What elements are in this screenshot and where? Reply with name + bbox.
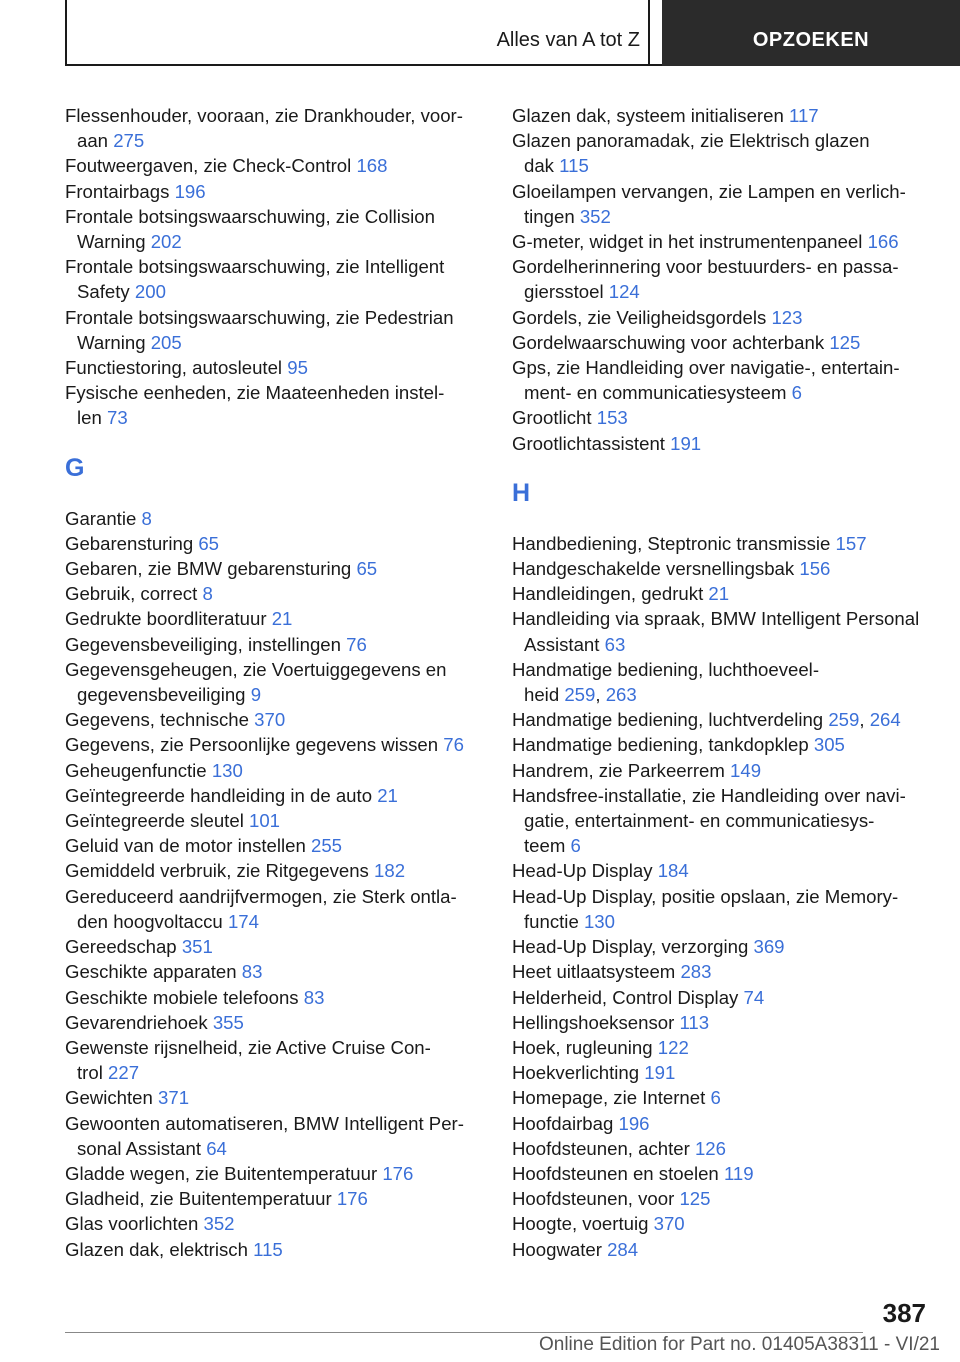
page-link[interactable]: 125: [829, 331, 861, 353]
index-entry-term-continued: gegevensbeveiliging: [77, 684, 246, 706]
index-entry: [512, 1161, 932, 1186]
page-link[interactable]: 122: [657, 1036, 689, 1058]
index-entry: [65, 808, 485, 833]
page-link[interactable]: 305: [813, 734, 845, 756]
index-entry-term: Gebarensturing: [65, 532, 194, 554]
index-entry-term: Glazen dak, elektrisch: [65, 1238, 248, 1260]
index-entry: [512, 985, 932, 1010]
index-entry-term-continued: Assistant: [524, 633, 600, 655]
index-entry-term: Glas voorlichten: [65, 1213, 199, 1235]
index-entry: [512, 934, 932, 959]
index-entry: [512, 732, 932, 757]
index-entry-term: Gebaren, zie BMW gebarensturing: [65, 558, 352, 580]
index-entry-term: Frontale botsingswaarschuwing, zie Intelligent: [65, 256, 445, 278]
index-entry: [512, 1010, 932, 1035]
page-link[interactable]: 21: [708, 583, 730, 605]
index-entry: Handmatige bediening, luchtverdeling 259, 264: [512, 709, 901, 731]
index-entry-term: Hoofdsteunen en stoelen: [512, 1162, 719, 1184]
index-entry-term: Gemiddeld verbruik, zie Ritgegevens: [65, 860, 369, 882]
page-link[interactable]: 157: [835, 532, 867, 554]
index-entry-term: Hoogte, voertuig: [512, 1213, 649, 1235]
page-link[interactable]: 8: [141, 507, 152, 529]
index-entry-term: Gereduceerd aandrijfvermogen, zie Sterk ontla-: [65, 885, 457, 907]
index-entry-term: Functiestoring, autosleutel: [65, 357, 283, 379]
index-entry: [512, 884, 932, 934]
page-link[interactable]: 370: [254, 709, 286, 731]
page-link[interactable]: 115: [559, 155, 589, 177]
index-entry: [512, 1186, 932, 1211]
page-link[interactable]: 156: [799, 558, 831, 580]
index-entry: [65, 1035, 485, 1085]
page-link[interactable]: 83: [303, 986, 325, 1008]
index-entry-term: Handmatige bediening, luchthoeveel-: [512, 658, 820, 680]
index-entry: [512, 330, 932, 355]
page-link[interactable]: 125: [679, 1188, 711, 1210]
index-entry-term-continued: tingen: [524, 205, 575, 227]
index-entry: [65, 707, 485, 732]
index-entry: [65, 380, 485, 430]
index-entry: [512, 581, 932, 606]
index-entry-term: Gereedschap: [65, 936, 177, 958]
header-underline: [65, 64, 662, 66]
index-entry: [65, 632, 485, 657]
index-entry-term: Gegevens, technische: [65, 709, 249, 731]
page-link[interactable]: 65: [356, 558, 378, 580]
index-entry-term: Head-Up Display: [512, 860, 653, 882]
index-entry-term: Head-Up Display, positie opslaan, zie Memory-: [512, 885, 899, 907]
index-entry-term: Fysische eenheden, zie Maateenheden instel-: [65, 382, 445, 404]
page-link[interactable]: 6: [710, 1087, 721, 1109]
index-entry: [512, 1237, 932, 1262]
index-entry-term: Gordels, zie Veiligheidsgordels: [512, 306, 767, 328]
index-entry-term-continued: gatie, entertainment- en communicatiesys-: [524, 810, 875, 832]
page-link[interactable]: 200: [134, 281, 166, 303]
index-entry: [65, 506, 485, 531]
index-entry: [65, 1161, 485, 1186]
index-entry-term-continued: Warning: [77, 331, 146, 353]
page-link[interactable]: 370: [653, 1213, 685, 1235]
index-entry: [65, 254, 485, 304]
index-entry: [512, 1111, 932, 1136]
page-link[interactable]: 113: [679, 1011, 710, 1033]
index-entry-term: Gewenste rijsnelheid, zie Active Cruise Con-: [65, 1036, 431, 1058]
page-link[interactable]: 355: [212, 1011, 244, 1033]
page-link[interactable]: 182: [374, 860, 406, 882]
index-entry-term: Glazen dak, systeem initialiseren: [512, 105, 784, 126]
index-entry: [65, 758, 485, 783]
index-entry-term: Geïntegreerde sleutel: [65, 810, 244, 832]
index-entry: [65, 179, 485, 204]
index-entry-term: Hoofdsteunen, voor: [512, 1188, 675, 1210]
footer-divider: [65, 1332, 863, 1333]
index-column-left: [65, 103, 485, 1262]
index-entry-term: Handrem, zie Parkeerrem: [512, 759, 725, 781]
page-link[interactable]: 176: [382, 1162, 414, 1184]
index-entry-term: Gegevensbeveiliging, instellingen: [65, 633, 341, 655]
index-entry-term-continued: Safety: [77, 281, 130, 303]
index-entry-term-continued: den hoogvoltaccu: [77, 910, 223, 932]
index-entry: [65, 1111, 485, 1161]
index-entry-term: Gevarendriehoek: [65, 1011, 208, 1033]
index-entry-term: Frontale botsingswaarschuwing, zie Pedestrian: [65, 306, 454, 328]
index-entry: [65, 103, 485, 153]
index-entry-term-continued: ment- en communicatiesysteem: [524, 382, 787, 404]
page-link[interactable]: 352: [203, 1213, 235, 1235]
index-entry: [65, 783, 485, 808]
index-entry: [512, 1136, 932, 1161]
page-link[interactable]: 202: [150, 231, 182, 253]
index-entry: [65, 1085, 485, 1110]
index-entry: [65, 1186, 485, 1211]
index-entry-term-continued: giersstoel: [524, 281, 604, 303]
index-entry-term: Foutweergaven, zie Check-Control: [65, 155, 352, 177]
page-link[interactable]: 21: [271, 608, 293, 630]
page-link[interactable]: 74: [743, 986, 765, 1008]
index-entry-term: Gladde wegen, zie Buitentemperatuur: [65, 1162, 378, 1184]
index-entry: [512, 606, 932, 656]
index-entry: [512, 1211, 932, 1236]
page-link[interactable]: 255: [311, 835, 343, 857]
index-entry-term: Geluid van de motor instellen: [65, 835, 306, 857]
index-entry-term: Head-Up Display, verzorging: [512, 936, 749, 958]
header-divider-right: [648, 0, 650, 66]
page-link[interactable]: 76: [443, 734, 464, 756]
index-entry-term: Handmatige bediening, tankdopklep: [512, 734, 809, 756]
page-link[interactable]: 101: [249, 810, 281, 832]
page-link[interactable]: 352: [579, 205, 611, 227]
page-link[interactable]: 95: [287, 357, 308, 379]
index-entry: [512, 1035, 932, 1060]
index-entry: [65, 959, 485, 984]
index-entry-term: Heet uitlaatsysteem: [512, 961, 676, 983]
index-entry: [512, 1085, 932, 1110]
page-link[interactable]: 191: [670, 432, 702, 454]
index-entry-term: Helderheid, Control Display: [512, 986, 739, 1008]
index-entry-term: Handleiding via spraak, BMW Intelligent Personal: [512, 608, 920, 630]
index-entry-term: Gegevensgeheugen, zie Voertuiggegevens en: [65, 658, 447, 680]
page-link[interactable]: 115: [253, 1238, 283, 1260]
index-entry: Handmatige bediening, luchthoeveel- heid 259, 263: [512, 658, 820, 706]
page-link[interactable]: 64: [206, 1137, 227, 1159]
tab-opzoeken[interactable]: OPZOEKEN: [662, 0, 960, 66]
page-link[interactable]: 191: [644, 1062, 676, 1084]
page-link[interactable]: 21: [377, 784, 398, 806]
index-entry: [512, 254, 932, 304]
index-column-right: [512, 103, 932, 1262]
page-link[interactable]: 6: [570, 835, 581, 857]
page-link[interactable]: 73: [107, 407, 128, 429]
index-entry: [512, 858, 932, 883]
index-entry-term: Hoek, rugleuning: [512, 1036, 653, 1058]
index-entry: [65, 858, 485, 883]
index-entry-term-continued: heid: [524, 684, 560, 706]
index-entry: [65, 1211, 485, 1236]
page-link[interactable]: 83: [241, 961, 263, 983]
page-link[interactable]: 227: [108, 1062, 140, 1084]
index-entry-term: Geschikte apparaten: [65, 961, 237, 983]
index-entry-term: Gladheid, zie Buitentemperatuur: [65, 1188, 332, 1210]
page-link[interactable]: 283: [680, 961, 712, 983]
page-link[interactable]: 196: [618, 1112, 650, 1134]
index-entry-term-continued: aan: [77, 130, 109, 152]
index-entry-term: Gloeilampen vervangen, zie Lampen en verlich-: [512, 180, 906, 202]
index-letter-heading: G: [65, 453, 85, 482]
index-entry: [65, 934, 485, 959]
index-entry: [65, 1237, 485, 1262]
page-link[interactable]: 259: [828, 709, 860, 731]
index-entry: [65, 657, 485, 707]
index-entry-term: Gps, zie Handleiding over navigatie-, entertain-: [512, 357, 900, 379]
page-link[interactable]: 119: [723, 1162, 754, 1184]
index-entry-term-continued: sonal Assistant: [77, 1137, 202, 1159]
index-entry: [65, 985, 485, 1010]
index-entry: [512, 229, 932, 254]
page-link[interactable]: 275: [113, 130, 145, 152]
page-link[interactable]: 205: [150, 331, 182, 353]
page-link[interactable]: 8: [202, 583, 213, 605]
index-letter-heading: H: [512, 478, 531, 507]
page-header: [0, 0, 960, 66]
index-entry: [65, 355, 485, 380]
index-entry: [512, 179, 932, 229]
index-entry-term: Gordelwaarschuwing voor achterbank: [512, 331, 825, 353]
index-entry-term: Garantie: [65, 507, 137, 529]
page-number: 387: [882, 1298, 926, 1328]
page-link[interactable]: 130: [211, 759, 243, 781]
page-link[interactable]: 149: [730, 759, 762, 781]
page-link[interactable]: 371: [158, 1087, 190, 1109]
index-entry-term: Hoogwater: [512, 1238, 602, 1260]
index-entry-term: Grootlichtassistent: [512, 432, 665, 454]
index-entry: [512, 128, 932, 178]
page-link[interactable]: 284: [607, 1238, 639, 1260]
page-link[interactable]: 174: [227, 910, 259, 932]
index-entry-term: Gebruik, correct: [65, 583, 198, 605]
footer-edition: Online Edition for Part no. 01405A38311 - VI/21: [538, 1334, 940, 1355]
page-link[interactable]: 9: [250, 684, 262, 706]
page-link[interactable]: 6: [791, 382, 802, 404]
index-entry-term: Geïntegreerde handleiding in de auto: [65, 784, 373, 806]
index-entry: [65, 305, 485, 355]
page-link[interactable]: 117: [788, 105, 819, 126]
index-entry: [512, 431, 932, 456]
header-divider-left: [65, 0, 67, 66]
page-link[interactable]: 168: [356, 155, 388, 177]
index-entry-term-continued: Warning: [77, 231, 146, 253]
page-link[interactable]: 153: [596, 407, 628, 429]
index-entry: [512, 556, 932, 581]
index-entry-term: Geschikte mobiele telefoons: [65, 986, 299, 1008]
page-link[interactable]: 166: [867, 231, 899, 253]
index-entry-term: Flessenhouder, vooraan, zie Drankhouder, voor-: [65, 105, 463, 126]
index-entry: [65, 556, 485, 581]
index-entry: [512, 305, 932, 330]
index-entry: [512, 355, 932, 405]
index-entry-term: Geheugenfunctie: [65, 759, 207, 781]
index-entry-term: Homepage, zie Internet: [512, 1087, 706, 1109]
index-entry-term: Handmatige bediening, luchtverdeling: [512, 709, 824, 731]
index-entry-term: Hoofdairbag: [512, 1112, 614, 1134]
index-entry: [512, 758, 932, 783]
page-link[interactable]: 351: [181, 936, 213, 958]
page-link[interactable]: 123: [771, 306, 803, 328]
index-entry: [65, 833, 485, 858]
page-link[interactable]: 126: [694, 1137, 726, 1159]
page-link[interactable]: 369: [753, 936, 785, 958]
index-entry: [65, 606, 485, 631]
index-entry-term: Gewoonten automatiseren, BMW Intelligent Per-: [65, 1112, 464, 1134]
index-entry: [65, 1010, 485, 1035]
page-link[interactable]: 63: [604, 633, 626, 655]
index-entry: [512, 959, 932, 984]
index-entry: [65, 884, 485, 934]
index-entry-term: Handsfree-installatie, zie Handleiding over navi-: [512, 784, 906, 806]
index-entry: [512, 405, 932, 430]
index-entry-term: Gedrukte boordliteratuur: [65, 608, 267, 630]
page-link[interactable]: 130: [583, 910, 615, 932]
index-entry-term: Frontairbags: [65, 180, 170, 202]
index-entry-term: Frontale botsingswaarschuwing, zie Collision: [65, 205, 435, 227]
index-entry-term: Gegevens, zie Persoonlijke gegevens wissen: [65, 734, 439, 756]
page-link[interactable]: 65: [198, 532, 220, 554]
page-link[interactable]: 184: [657, 860, 689, 882]
index-entry-term: Gewichten: [65, 1087, 153, 1109]
index-entry-term-continued: trol: [77, 1062, 103, 1084]
page-link[interactable]: 176: [336, 1188, 368, 1210]
index-entry-term-continued: teem: [524, 835, 566, 857]
index-entry-term-continued: functie: [524, 910, 579, 932]
index-entry-term: Glazen panoramadak, zie Elektrisch glazen: [512, 130, 870, 152]
index-entry: [512, 103, 932, 128]
index-entry-term: G-meter, widget in het instrumentenpaneel: [512, 231, 863, 253]
index-entry-term: Hoekverlichting: [512, 1062, 640, 1084]
page-link[interactable]: 76: [346, 633, 367, 655]
index-entry: [65, 732, 485, 757]
index-entry: [512, 1060, 932, 1085]
index-entry-term: Handbediening, Steptronic transmissie: [512, 532, 831, 554]
index-entry-term: Handleidingen, gedrukt: [512, 583, 704, 605]
page-link[interactable]: 259: [564, 684, 596, 706]
index-entry: [65, 204, 485, 254]
index-entry-term: Gordelherinnering voor bestuurders- en passa-: [512, 256, 899, 278]
index-entry-term-continued: len: [77, 407, 102, 429]
page-link[interactable]: 196: [174, 180, 206, 202]
section-title[interactable]: Alles van A tot Z: [496, 29, 640, 51]
index-entry-term: Hoofdsteunen, achter: [512, 1137, 690, 1159]
index-entry: [512, 531, 932, 556]
index-entry: [65, 581, 485, 606]
index-entry-term-continued: dak: [524, 155, 554, 177]
index-entry-term: Hellingshoeksensor: [512, 1011, 675, 1033]
index-entry: [65, 153, 485, 178]
page-link[interactable]: 124: [608, 281, 640, 303]
index-entry: [65, 531, 485, 556]
page-link[interactable]: 264: [869, 709, 901, 731]
index-entry-term: Handgeschakelde versnellingsbak: [512, 558, 795, 580]
page-link[interactable]: 263: [605, 684, 637, 706]
index-entry: [512, 783, 932, 859]
index-entry-term: Grootlicht: [512, 407, 592, 429]
